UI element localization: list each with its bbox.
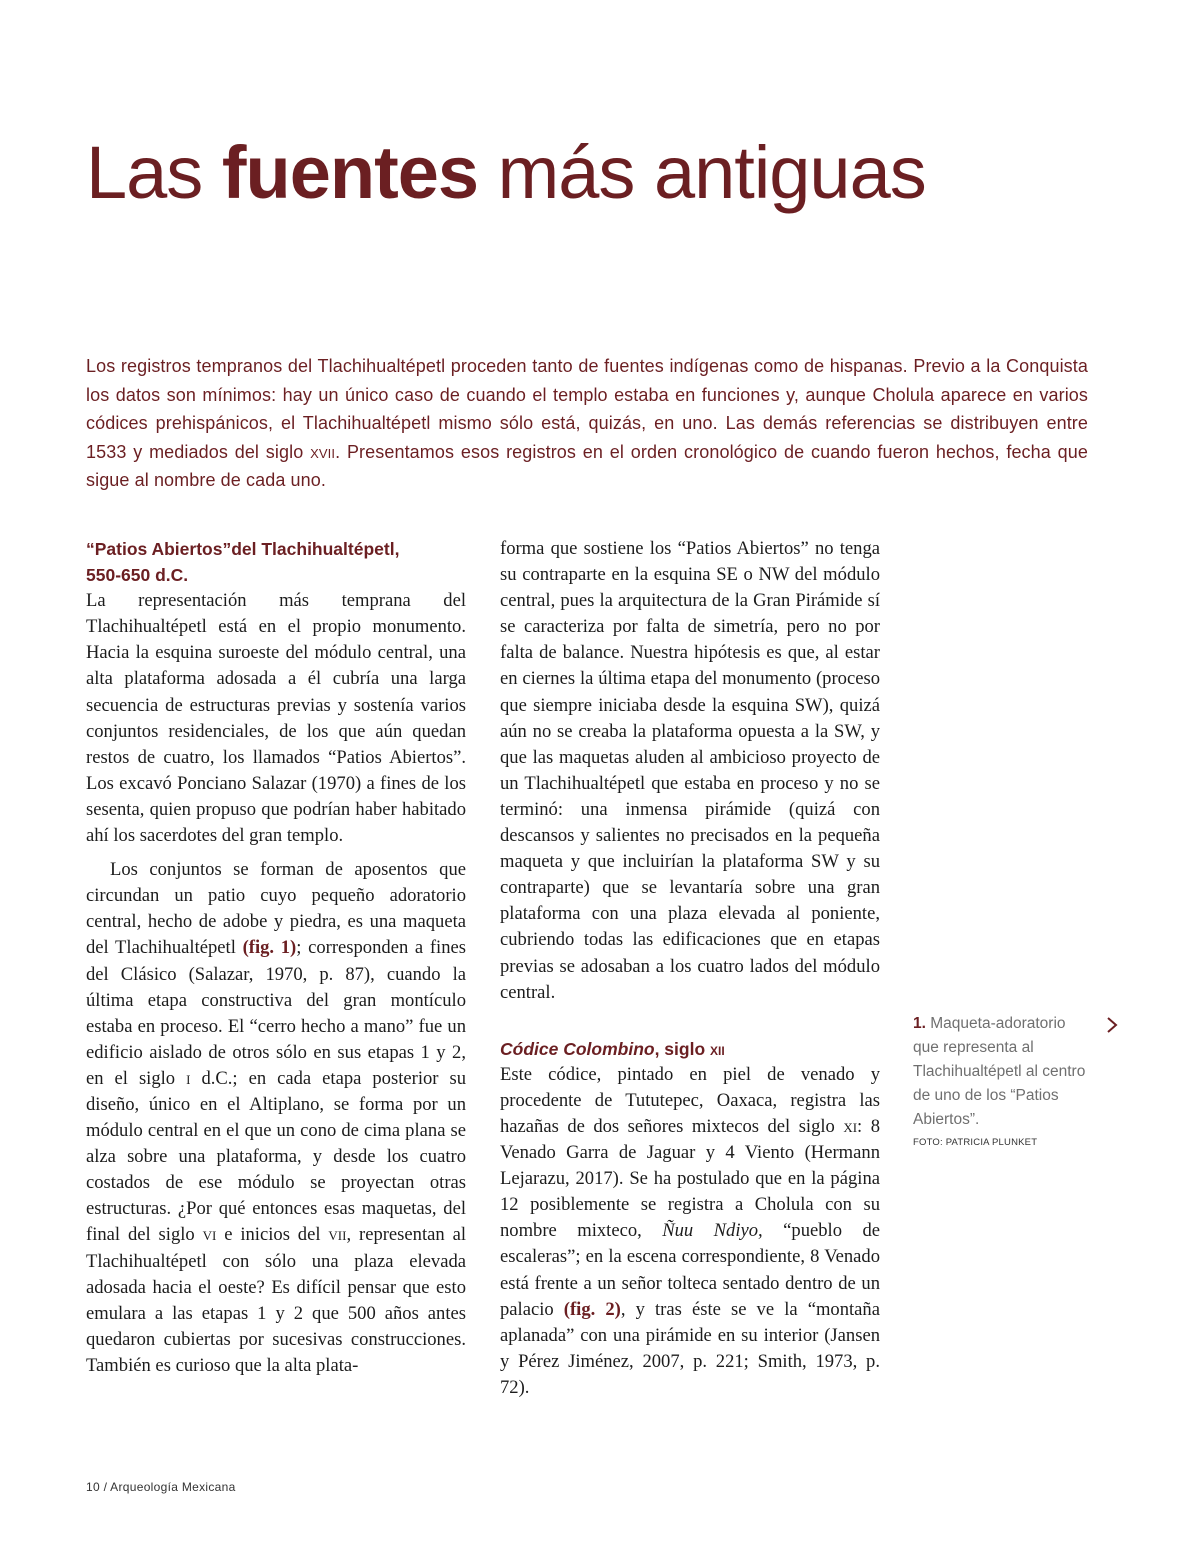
body-paragraph: La representación más temprana del Tlachihualtépetl está en el propio monumento. Hacia la esquina suroeste del módulo central, una alta plataforma adosada a él cubría una larga secuencia de estructuras previas y sostenía varios conjuntos residenciales, de los que aún quedan restos de cuatro, los llamados “Patios Abiertos”. Los excavó Ponciano Salazar (1970) a fines de los sesenta, quien propuso que podrían haber habitado ahí los sacerdotes del gran templo.	[86, 590, 466, 847]
section-heading-patios	[86, 536, 466, 588]
century-numeral: i	[186, 1067, 191, 1089]
page-footer: 10 / Arqueología Mexicana	[86, 1480, 236, 1494]
caption-body: Maqueta-adoratorio que representa al Tlachihualtépetl al centro de uno de los “Patios Abiertos”.	[913, 1015, 1086, 1128]
body-paragraph	[500, 1062, 880, 1401]
caption-number: 1.	[913, 1015, 926, 1032]
caption-text	[913, 1012, 1091, 1132]
title-bold: fuentes	[221, 131, 479, 214]
codex-title: Códice Colombino	[500, 1038, 655, 1059]
paragraph-text: e inicios del	[216, 1224, 329, 1246]
section1-heading-line2: 550-650 d.C.	[86, 565, 189, 586]
column-left	[86, 536, 466, 1379]
title-part2: más antiguas	[478, 131, 926, 214]
intro-text-2: . Presentamos esos registros en el orden cronológico de cuando fueron hechos, fecha que sigue al nombre de cada uno.	[86, 441, 1088, 490]
body-paragraph	[86, 857, 466, 1379]
intro-century: xvii	[310, 441, 336, 462]
paragraph-text: ; corresponden a fines del Clásico (Salazar, 1970, p. 87), cuando la última etapa constructiva del gran montículo estaba en proceso. El “cerro hecho a mano” fue un edificio aislado de otros sólo en sus etapas 1 y 2, en el siglo	[86, 937, 467, 1089]
paragraph-text: forma que sostiene los “Patios Abiertos” no tenga su contraparte en la esquina SE o NW del módulo central, pues la arquitectura de la Gran Pirámide sí se caracteriza por falta de simetría, pero no por falta de balance. Nuestra hipótesis es que, al estar en ciernes la última etapa del monumento (proceso que siempre iniciaba desde la esquina SW), quizá aún no se creaba la plataforma opuesta a la SW, y que las maquetas aluden al ambicioso proyecto de un Tlachihualtépetl que estaba en proceso y no se terminó: una inmensa pirámide (quizá con descansos y salientes no precisados en la pequeña maqueta y que incluirían la plataforma SW y su contraparte) que se levantaría sobre una gran plataforma con una plaza elevada al poniente, cubriendo todas las edificaciones que en etapas previas se adosaban a los cuatro lados del módulo central.	[500, 538, 880, 1003]
section2-heading-century: xii	[710, 1038, 725, 1059]
century-numeral: vii	[328, 1224, 347, 1246]
section1-heading-line1: “Patios Abiertos”del Tlachihualtépetl,	[86, 539, 400, 559]
paragraph-text: Este códice, pintado en piel de venado y procedente de Tututepec, Oaxaca, registra las hazañas de dos señores mixtecos del siglo	[500, 1063, 880, 1137]
figure-1-reference[interactable]: (fig. 1)	[242, 937, 297, 959]
page-title	[86, 128, 926, 218]
paragraph-text: Los conjuntos se forman de aposentos que circundan un patio cuyo pequeño adoratorio central, hecho de adobe y piedra, es una maqueta del Tlachihualtépetl	[86, 859, 466, 959]
century-numeral: xi	[843, 1115, 858, 1137]
paragraph-text: “pueblo de escaleras”; en la escena correspondiente, 8 Venado está frente a un señor tolteca sentado dentro de un palacio	[500, 1220, 880, 1320]
chevron-right-icon[interactable]	[1103, 1016, 1121, 1034]
body-paragraph-continued	[500, 536, 880, 1006]
paragraph-text: , y tras éste se ve la “montaña aplanada” con una pirámide en su interior (Jansen y Pérez Jiménez, 2007, p. 221; Smith, 1973, p. 72).	[500, 1298, 880, 1398]
intro-paragraph	[86, 352, 1088, 495]
photo-credit: FOTO: PATRICIA PLUNKET	[913, 1137, 1038, 1148]
paragraph-text: d.C.; en cada etapa posterior su diseño, único en el Altiplano, se forma por un módulo central en el que un cono de cima plana se alza sobre una plataforma, y desde los cuatro costados de ese módulo se proyectan otras estructuras. ¿Por qué entonces esas maquetas, del final del siglo	[86, 1067, 467, 1246]
century-numeral: vi	[202, 1224, 217, 1246]
section-heading-codice	[500, 1036, 880, 1062]
paragraph-text: , representan al Tlachihualtépetl con sólo una plaza elevada adosada hacia el oeste? Es difícil pensar que esto emulara a las etapas 1 y 2 que 500 años antes quedaron cubiertas por sucesivas construcciones. También es curioso que la alta plata-	[86, 1224, 466, 1376]
mixtec-name: Ñuu Ndiyo,	[662, 1220, 763, 1242]
column-right	[500, 536, 880, 1401]
figure-2-reference[interactable]: (fig. 2)	[563, 1298, 621, 1320]
figure-caption	[913, 1012, 1091, 1150]
section2-heading-rest: , siglo	[654, 1038, 711, 1059]
title-part1: Las	[86, 131, 222, 214]
paragraph-text: : 8 Venado Garra de Jaguar y 4 Viento (Hermann Lejarazu, 2017). Se ha postulado que en la página 12 posiblemente se registra a Cholula con su nombre mixteco,	[500, 1115, 880, 1242]
intro-text-1: Los registros tempranos del Tlachihualtépetl proceden tanto de fuentes indígenas como de hispanas. Previo a la Conquista los datos son mínimos: hay un único caso de cuando el templo estaba en funciones y, aunque Cholula aparece en varios códices prehispánicos, el Tlachihualtépetl mismo sólo está, quizás, en uno. Las demás referencias se distribuyen entre 1533 y mediados del siglo	[86, 356, 1088, 462]
